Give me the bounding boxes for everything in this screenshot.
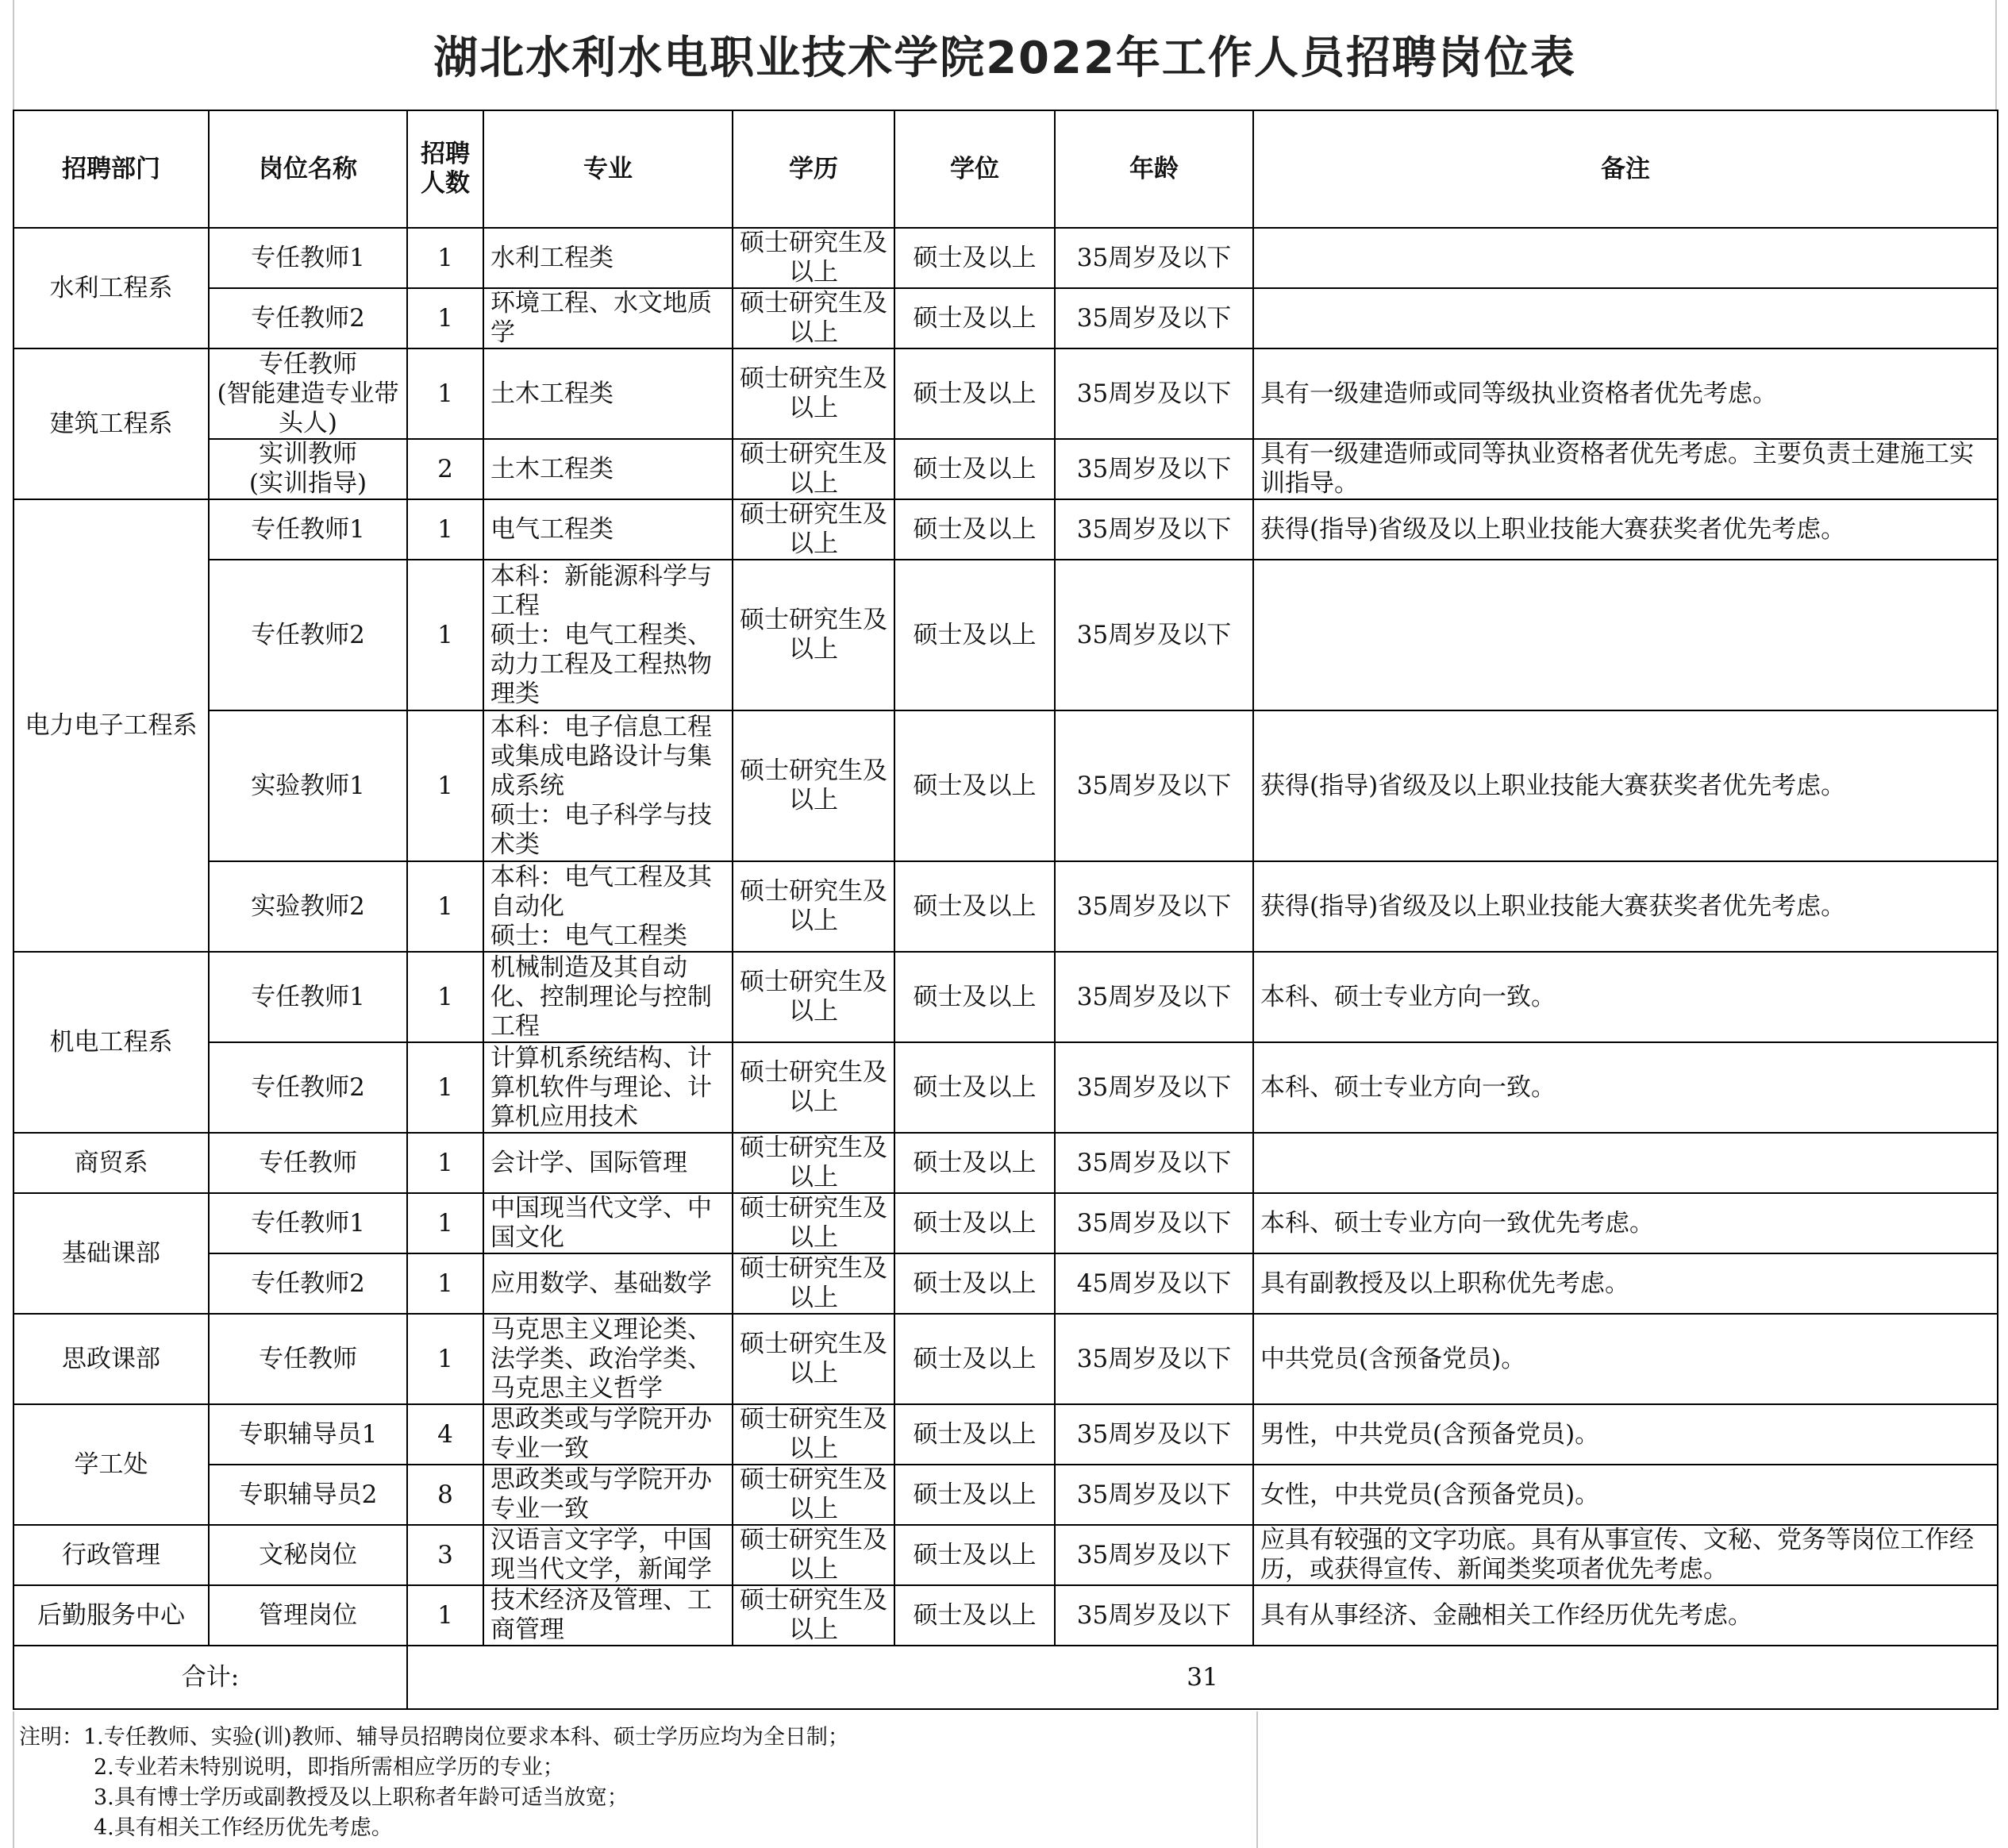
table-row <box>13 1253 1998 1314</box>
count-cell: 1 <box>407 1133 483 1193</box>
table-row <box>13 1465 1998 1525</box>
header-row <box>13 110 1998 228</box>
note-line-1: 注明：1.专任教师、实验(训)教师、辅导员招聘岗位要求本科、硕士学历应均为全日制； <box>19 1725 849 1750</box>
table-body <box>13 228 1998 1646</box>
age-cell: 35周岁及以下 <box>1055 288 1253 348</box>
count-cell: 1 <box>407 228 483 288</box>
table-row <box>13 1525 1998 1585</box>
count-cell: 2 <box>407 439 483 499</box>
position-cell: 专任教师1 <box>209 228 407 288</box>
count-cell: 1 <box>407 952 483 1042</box>
count-cell: 1 <box>407 1585 483 1646</box>
remark-cell: 本科、硕士专业方向一致。 <box>1253 952 1998 1042</box>
count-cell: 1 <box>407 288 483 348</box>
degree-cell: 硕士及以上 <box>894 348 1055 439</box>
degree-cell: 硕士及以上 <box>894 1525 1055 1585</box>
table-row <box>13 1133 1998 1193</box>
major-cell: 会计学、国际管理 <box>483 1133 733 1193</box>
age-cell: 35周岁及以下 <box>1055 560 1253 710</box>
major-cell: 汉语言文字学，中国现当代文学，新闻学 <box>483 1525 733 1585</box>
position-cell: 专任教师2 <box>209 560 407 710</box>
major-cell: 机械制造及其自动化、控制理论与控制工程 <box>483 952 733 1042</box>
dept-cell: 学工处 <box>13 1404 209 1525</box>
dept-cell: 思政课部 <box>13 1314 209 1404</box>
education-cell: 硕士研究生及以上 <box>733 1404 894 1465</box>
title-bar <box>13 0 1997 110</box>
table-row <box>13 1314 1998 1404</box>
degree-cell: 硕士及以上 <box>894 1585 1055 1646</box>
remark-cell: 中共党员(含预备党员)。 <box>1253 1314 1998 1404</box>
degree-cell: 硕士及以上 <box>894 710 1055 861</box>
degree-cell: 硕士及以上 <box>894 1465 1055 1525</box>
age-cell: 35周岁及以下 <box>1055 439 1253 499</box>
degree-cell: 硕士及以上 <box>894 1042 1055 1133</box>
table-row <box>13 348 1998 439</box>
count-cell: 3 <box>407 1525 483 1585</box>
note-line-3: 3.具有博士学历或副教授及以上职称者年龄可适当放宽； <box>94 1785 629 1810</box>
dept-cell: 机电工程系 <box>13 952 209 1133</box>
education-cell: 硕士研究生及以上 <box>733 1253 894 1314</box>
major-cell: 马克思主义理论类、法学类、政治学类、马克思主义哲学 <box>483 1314 733 1404</box>
age-cell: 35周岁及以下 <box>1055 861 1253 952</box>
education-cell: 硕士研究生及以上 <box>733 560 894 710</box>
dept-cell: 水利工程系 <box>13 228 209 348</box>
table-row <box>13 1585 1998 1646</box>
dept-cell: 建筑工程系 <box>13 348 209 499</box>
header-dept: 招聘部门 <box>13 110 209 228</box>
header-position: 岗位名称 <box>209 110 407 228</box>
page-title: 湖北水利水电职业技术学院2022年工作人员招聘岗位表 <box>433 33 1576 84</box>
remark-cell: 具有一级建造师或同等级执业资格者优先考虑。 <box>1253 348 1998 439</box>
count-cell: 1 <box>407 348 483 439</box>
degree-cell: 硕士及以上 <box>894 228 1055 288</box>
age-cell: 35周岁及以下 <box>1055 952 1253 1042</box>
position-cell: 专任教师1 <box>209 499 407 560</box>
table-row <box>13 710 1998 861</box>
age-cell: 35周岁及以下 <box>1055 1193 1253 1253</box>
remark-cell: 具有从事经济、金融相关工作经历优先考虑。 <box>1253 1585 1998 1646</box>
education-cell: 硕士研究生及以上 <box>733 288 894 348</box>
count-cell: 1 <box>407 1314 483 1404</box>
degree-cell: 硕士及以上 <box>894 560 1055 710</box>
major-cell: 计算机系统结构、计算机软件与理论、计算机应用技术 <box>483 1042 733 1133</box>
recruitment-sheet <box>13 0 1997 1710</box>
remark-cell <box>1253 228 1998 288</box>
total-label: 合计: <box>13 1646 407 1709</box>
remark-cell: 具有一级建造师或同等执业资格者优先考虑。主要负责土建施工实训指导。 <box>1253 439 1998 499</box>
age-cell: 45周岁及以下 <box>1055 1253 1253 1314</box>
table-row <box>13 1404 1998 1465</box>
remark-cell <box>1253 560 1998 710</box>
dept-cell: 电力电子工程系 <box>13 499 209 952</box>
remark-cell: 男性，中共党员(含预备党员)。 <box>1253 1404 1998 1465</box>
count-cell: 1 <box>407 560 483 710</box>
degree-cell: 硕士及以上 <box>894 1253 1055 1314</box>
count-cell: 8 <box>407 1465 483 1525</box>
position-cell: 专任教师2 <box>209 1253 407 1314</box>
age-cell: 35周岁及以下 <box>1055 499 1253 560</box>
remark-cell: 应具有较强的文字功底。具有从事宣传、文秘、党务等岗位工作经历，或获得宣传、新闻类奖项者优先考虑。 <box>1253 1525 1998 1585</box>
remark-cell: 获得(指导)省级及以上职业技能大赛获奖者优先考虑。 <box>1253 710 1998 861</box>
major-cell: 技术经济及管理、工商管理 <box>483 1585 733 1646</box>
count-cell: 1 <box>407 499 483 560</box>
count-cell: 1 <box>407 710 483 861</box>
education-cell: 硕士研究生及以上 <box>733 439 894 499</box>
note-line-2: 2.专业若未特别说明，即指所需相应学历的专业； <box>94 1755 564 1780</box>
age-cell: 35周岁及以下 <box>1055 1314 1253 1404</box>
major-cell: 土木工程类 <box>483 348 733 439</box>
major-cell: 本科：新能源科学与工程 硕士：电气工程类、动力工程及工程热物理类 <box>483 560 733 710</box>
remark-cell: 获得(指导)省级及以上职业技能大赛获奖者优先考虑。 <box>1253 861 1998 952</box>
header-education: 学历 <box>733 110 894 228</box>
table-row <box>13 499 1998 560</box>
major-cell: 本科：电子信息工程或集成电路设计与集成系统 硕士：电子科学与技术类 <box>483 710 733 861</box>
age-cell: 35周岁及以下 <box>1055 710 1253 861</box>
dept-cell: 后勤服务中心 <box>13 1585 209 1646</box>
position-cell: 专任教师2 <box>209 288 407 348</box>
degree-cell: 硕士及以上 <box>894 439 1055 499</box>
count-cell: 1 <box>407 861 483 952</box>
remark-cell: 本科、硕士专业方向一致优先考虑。 <box>1253 1193 1998 1253</box>
count-cell: 1 <box>407 1193 483 1253</box>
position-cell: 专任教师1 <box>209 1193 407 1253</box>
position-cell: 文秘岗位 <box>209 1525 407 1585</box>
education-cell: 硕士研究生及以上 <box>733 861 894 952</box>
degree-cell: 硕士及以上 <box>894 1193 1055 1253</box>
remark-cell <box>1253 288 1998 348</box>
education-cell: 硕士研究生及以上 <box>733 228 894 288</box>
table-row <box>13 1042 1998 1133</box>
header-degree: 学位 <box>894 110 1055 228</box>
remark-cell <box>1253 1133 1998 1193</box>
table-row <box>13 861 1998 952</box>
degree-cell: 硕士及以上 <box>894 1404 1055 1465</box>
degree-cell: 硕士及以上 <box>894 952 1055 1042</box>
position-cell: 专任教师1 <box>209 952 407 1042</box>
table-row <box>13 228 1998 288</box>
education-cell: 硕士研究生及以上 <box>733 952 894 1042</box>
dept-cell: 基础课部 <box>13 1193 209 1314</box>
major-cell: 本科：电气工程及其自动化 硕士：电气工程类 <box>483 861 733 952</box>
major-cell: 环境工程、水文地质学 <box>483 288 733 348</box>
degree-cell: 硕士及以上 <box>894 1133 1055 1193</box>
note-line-4: 4.具有相关工作经历优先考虑。 <box>94 1815 393 1840</box>
age-cell: 35周岁及以下 <box>1055 1042 1253 1133</box>
header-remark: 备注 <box>1253 110 1998 228</box>
education-cell: 硕士研究生及以上 <box>733 1585 894 1646</box>
age-cell: 35周岁及以下 <box>1055 1465 1253 1525</box>
header-count: 招聘 人数 <box>407 110 483 228</box>
remark-cell: 具有副教授及以上职称优先考虑。 <box>1253 1253 1998 1314</box>
notes-box <box>13 1711 1258 1848</box>
position-cell: 实验教师1 <box>209 710 407 861</box>
age-cell: 35周岁及以下 <box>1055 1404 1253 1465</box>
recruitment-table <box>13 110 1998 1710</box>
dept-cell: 行政管理 <box>13 1525 209 1585</box>
education-cell: 硕士研究生及以上 <box>733 1193 894 1253</box>
education-cell: 硕士研究生及以上 <box>733 710 894 861</box>
age-cell: 35周岁及以下 <box>1055 348 1253 439</box>
table-row <box>13 952 1998 1042</box>
total-value: 31 <box>407 1646 1998 1709</box>
education-cell: 硕士研究生及以上 <box>733 1525 894 1585</box>
education-cell: 硕士研究生及以上 <box>733 1465 894 1525</box>
remark-cell: 本科、硕士专业方向一致。 <box>1253 1042 1998 1133</box>
degree-cell: 硕士及以上 <box>894 288 1055 348</box>
position-cell: 管理岗位 <box>209 1585 407 1646</box>
table-row <box>13 1193 1998 1253</box>
age-cell: 35周岁及以下 <box>1055 228 1253 288</box>
education-cell: 硕士研究生及以上 <box>733 348 894 439</box>
major-cell: 思政类或与学院开办专业一致 <box>483 1465 733 1525</box>
age-cell: 35周岁及以下 <box>1055 1585 1253 1646</box>
remark-cell: 获得(指导)省级及以上职业技能大赛获奖者优先考虑。 <box>1253 499 1998 560</box>
age-cell: 35周岁及以下 <box>1055 1133 1253 1193</box>
age-cell: 35周岁及以下 <box>1055 1525 1253 1585</box>
count-cell: 4 <box>407 1404 483 1465</box>
degree-cell: 硕士及以上 <box>894 1314 1055 1404</box>
major-cell: 电气工程类 <box>483 499 733 560</box>
major-cell: 水利工程类 <box>483 228 733 288</box>
education-cell: 硕士研究生及以上 <box>733 499 894 560</box>
count-cell: 1 <box>407 1253 483 1314</box>
major-cell: 思政类或与学院开办专业一致 <box>483 1404 733 1465</box>
table-row <box>13 439 1998 499</box>
position-cell: 专任教师2 <box>209 1042 407 1133</box>
major-cell: 应用数学、基础数学 <box>483 1253 733 1314</box>
dept-cell: 商贸系 <box>13 1133 209 1193</box>
position-cell: 专任教师 <box>209 1133 407 1193</box>
table-row <box>13 560 1998 710</box>
total-row <box>13 1646 1998 1709</box>
notes-section <box>13 1711 1997 1848</box>
header-age: 年龄 <box>1055 110 1253 228</box>
education-cell: 硕士研究生及以上 <box>733 1133 894 1193</box>
degree-cell: 硕士及以上 <box>894 499 1055 560</box>
position-cell: 专职辅导员2 <box>209 1465 407 1525</box>
position-cell: 专任教师 <box>209 1314 407 1404</box>
header-major: 专业 <box>483 110 733 228</box>
major-cell: 土木工程类 <box>483 439 733 499</box>
education-cell: 硕士研究生及以上 <box>733 1314 894 1404</box>
position-cell: 专职辅导员1 <box>209 1404 407 1465</box>
count-cell: 1 <box>407 1042 483 1133</box>
education-cell: 硕士研究生及以上 <box>733 1042 894 1133</box>
remark-cell: 女性，中共党员(含预备党员)。 <box>1253 1465 1998 1525</box>
position-cell: 实训教师 (实训指导) <box>209 439 407 499</box>
position-cell: 专任教师 (智能建造专业带头人) <box>209 348 407 439</box>
major-cell: 中国现当代文学、中国文化 <box>483 1193 733 1253</box>
degree-cell: 硕士及以上 <box>894 861 1055 952</box>
position-cell: 实验教师2 <box>209 861 407 952</box>
table-row <box>13 288 1998 348</box>
